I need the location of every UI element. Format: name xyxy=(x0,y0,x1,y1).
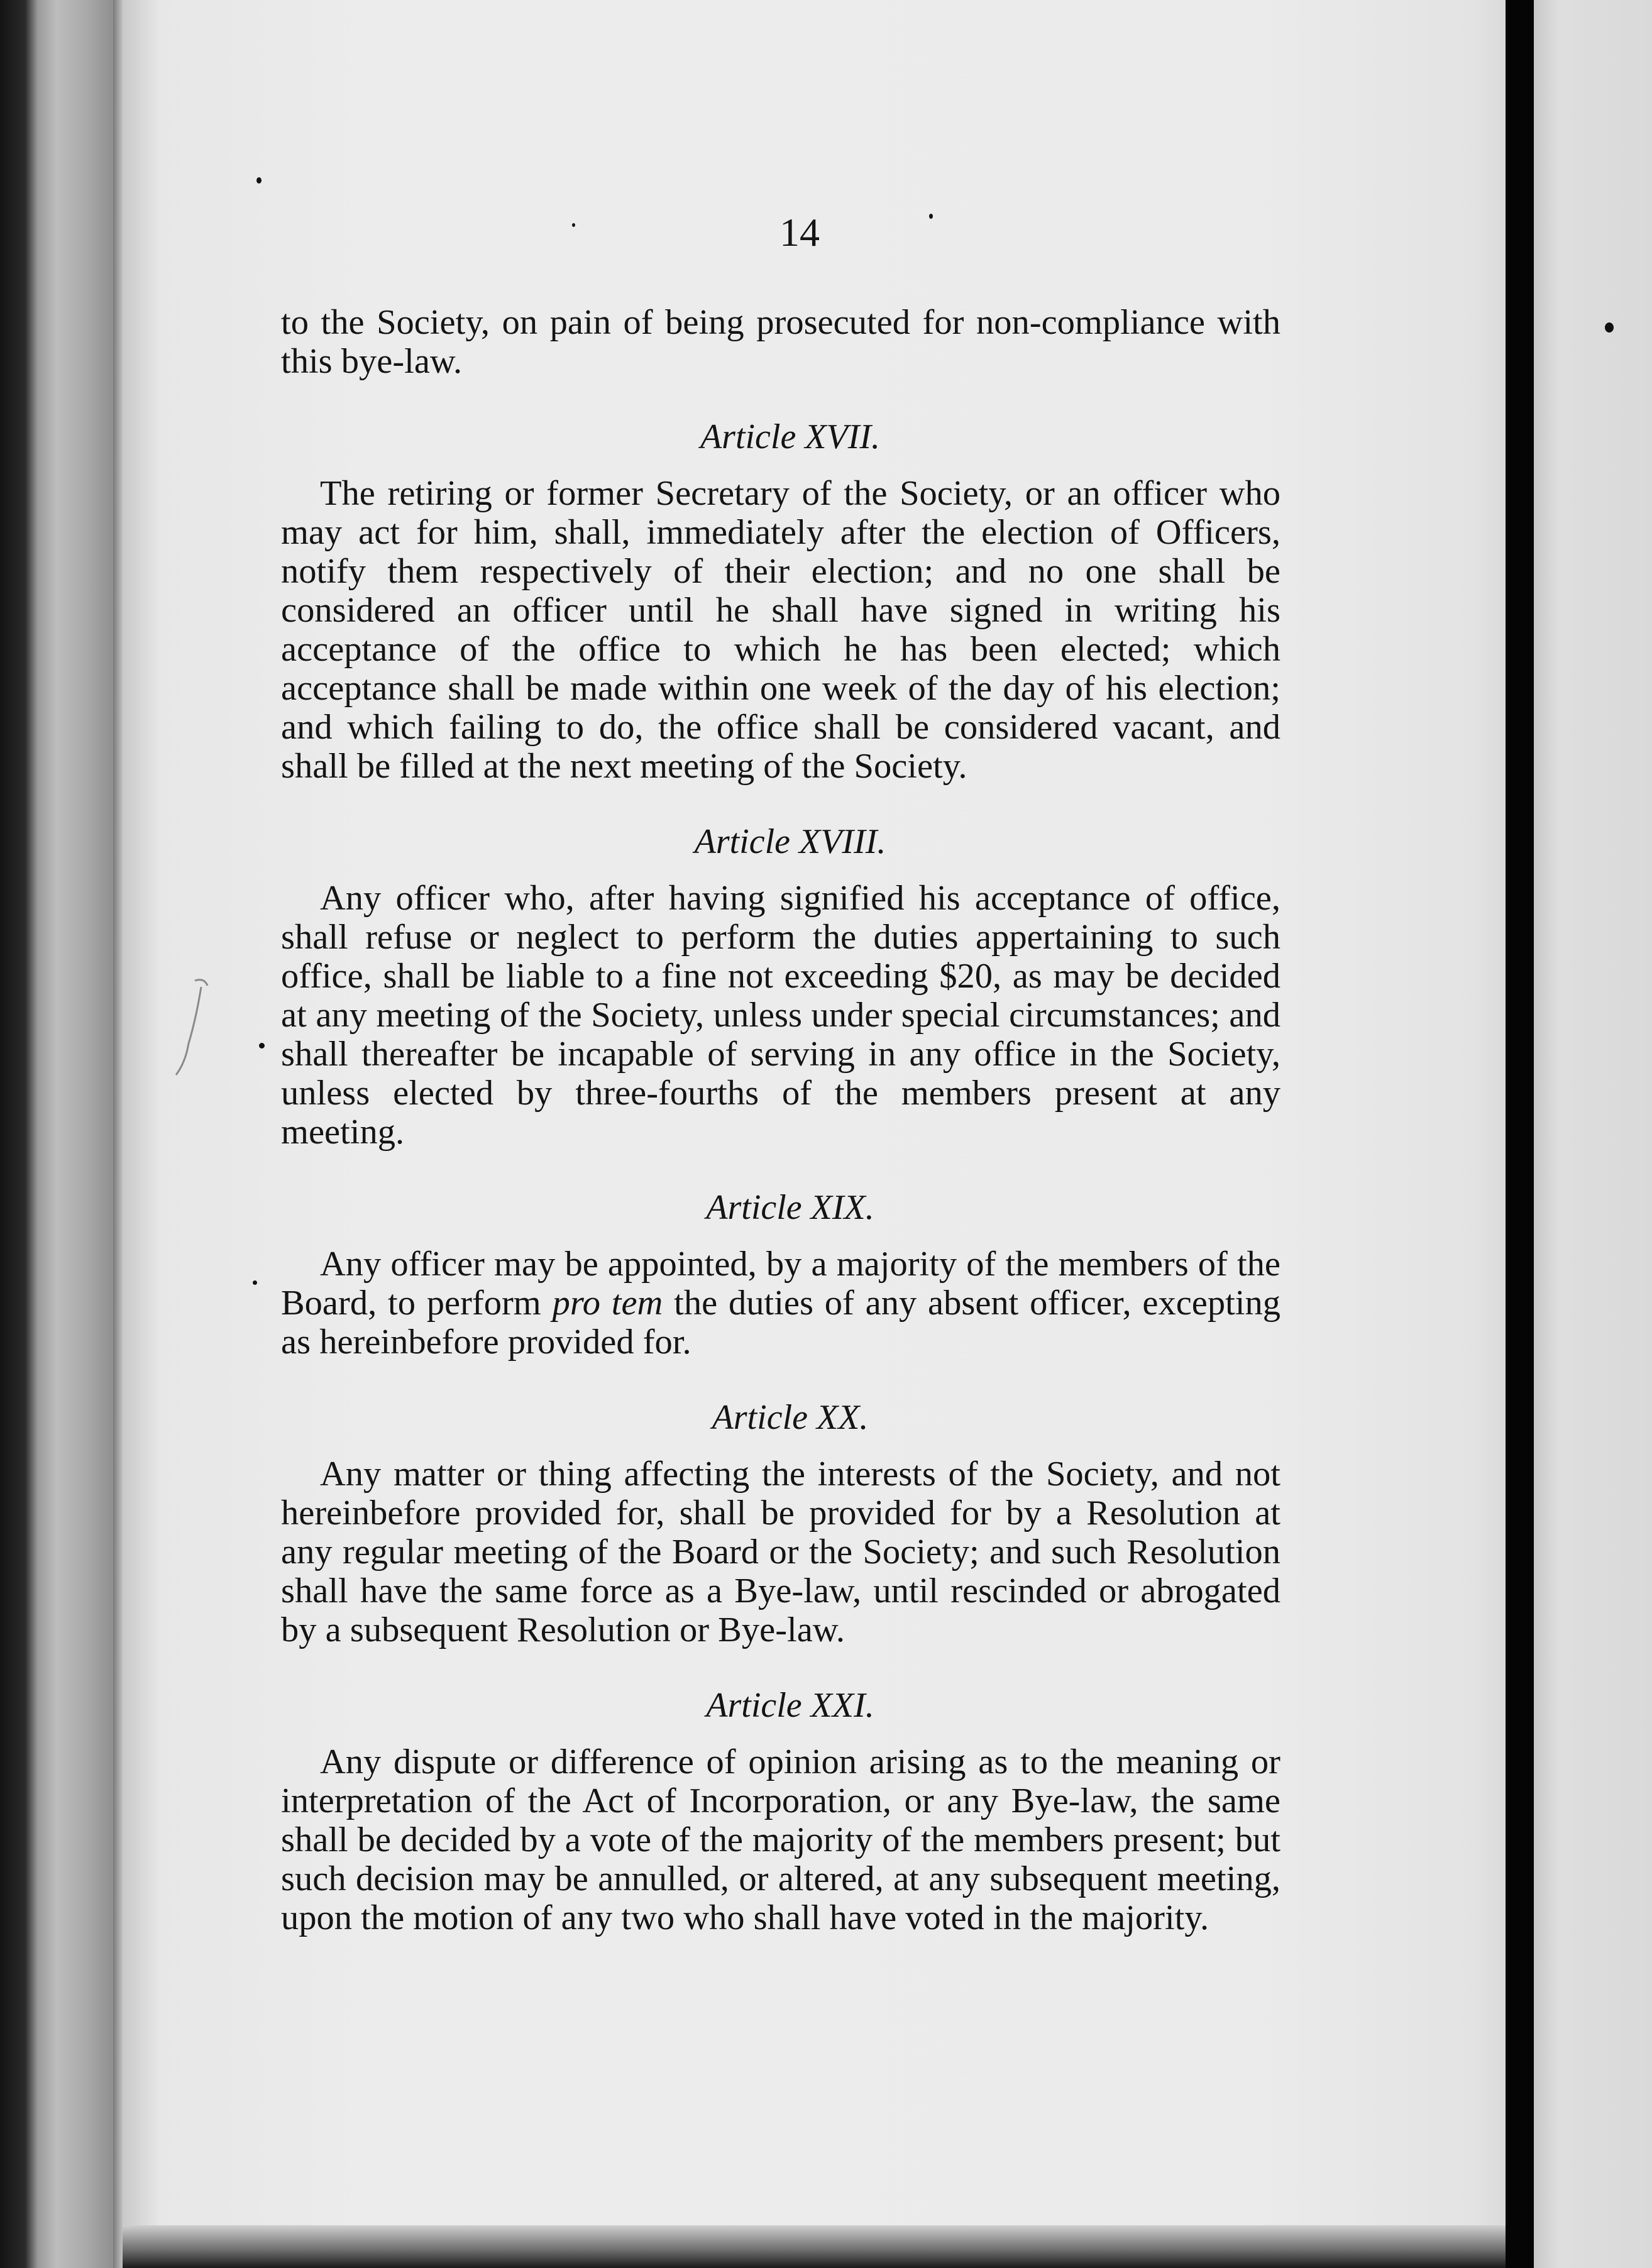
page-text xyxy=(281,207,1280,1937)
scan-speck xyxy=(259,1043,265,1049)
article-heading: Article XVIII. xyxy=(694,822,886,861)
article-text-part: Any officer may be appointed, by a majority of the members of the Board, to perform xyxy=(281,1245,1280,1323)
scan-speck xyxy=(1605,322,1614,333)
page-bottom-shadow xyxy=(123,2225,1524,2268)
article-text: Any matter or thing affecting the interests of the Society, and not hereinbefore provided for, shall be provided for by a Resolution at any regular meeting of the Board or the Society; and such Resolution shall have the same force as a Bye-law, until rescinded or abrogated by a subsequent Resolution or Bye-law. xyxy=(281,1455,1280,1649)
scan-speck xyxy=(253,1280,257,1285)
continued-paragraph: to the Society, on pain of being prosecuted for non-compliance with this bye-law. xyxy=(281,303,1280,381)
article-heading: Article XIX. xyxy=(706,1188,874,1227)
article-text: Any dispute or difference of opinion arising as to the meaning or interpretation of the Act of Incorporation, or any Bye-law, the same shall be decided by a vote of the majority of the members present; but such decision may be annulled, or altered, at any subsequent meeting, upon the motion of any two who shall have voted in the majority. xyxy=(281,1742,1280,1937)
article-heading: Article XXI. xyxy=(706,1686,874,1725)
page-gutter xyxy=(1506,0,1534,2268)
article-text: Any officer who, after having signified his acceptance of office, shall refuse or neglect to perform the duties appertaining to such office, shall be liable to a fine not exceeding $20, as may be decided at any meeting of the Society, unless under special circumstances; and shall thereafter be incapable of serving in any office in the Society, unless elected by three-fourths of the members present at any meeting. xyxy=(281,879,1280,1152)
page-number: 14 xyxy=(779,210,820,255)
book-binding xyxy=(0,0,116,2268)
article-text-part: the duties of any absent officer, excepting as hereinbefore provided for. xyxy=(281,1284,1281,1362)
adjacent-page-sliver xyxy=(1534,0,1652,2268)
scan-speck xyxy=(256,177,262,184)
article-heading: Article XX. xyxy=(712,1398,869,1437)
margin-pencil-mark xyxy=(170,974,220,1087)
article-text xyxy=(281,1245,1280,1362)
article-heading: Article XVII. xyxy=(700,417,881,456)
article-text: The retiring or former Secretary of the Society, or an officer who may act for him, shall, immediately after the election of Officers, notify them respectively of their election; and no one shall be considered an officer until he shall have signed in writing his acceptance of the office to which he has been elected; which acceptance shall be made within one week of the day of his election; and which failing to do, the office shall be considered vacant, and shall be filled at the next meeting of the Society. xyxy=(281,474,1280,786)
italic-phrase: pro tem xyxy=(552,1284,663,1323)
